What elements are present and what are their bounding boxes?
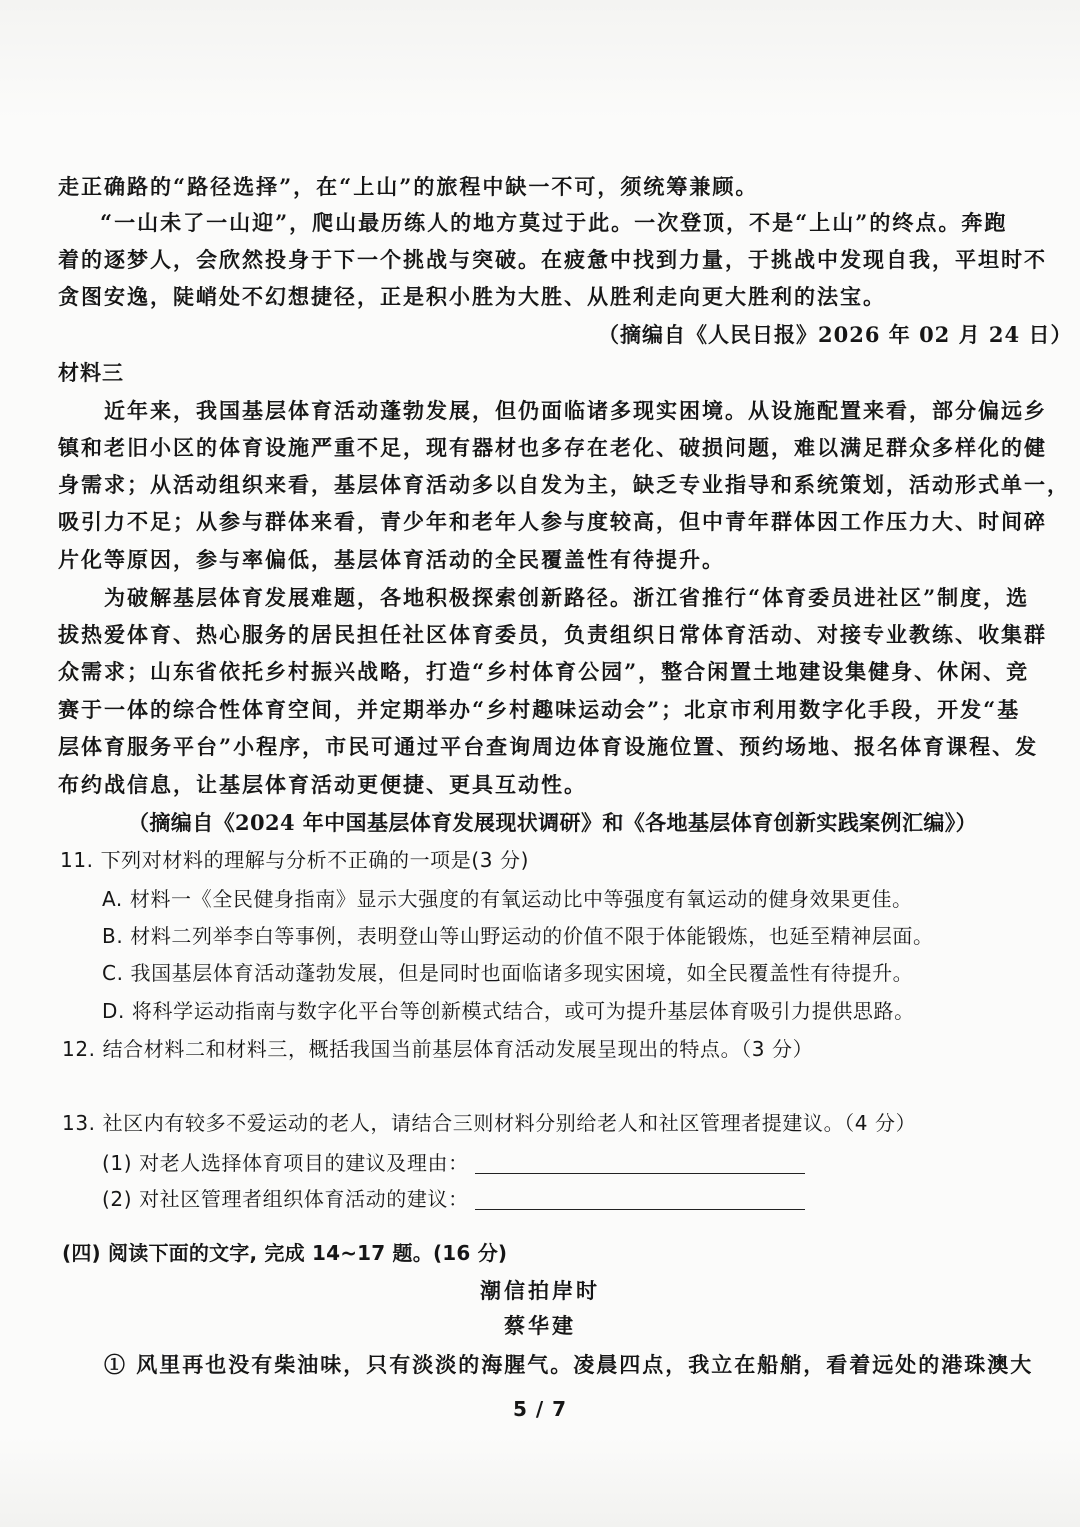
material3-line: 身需求；从活动组织来看，基层体育活动多以自发为主，缺乏专业指导和系统策划，活动形式单一， xyxy=(58,472,1070,497)
material2-line-3: 着的逐梦人，会欣然投身于下一个挑战与突破。在疲惫中找到力量，于挑战中发现自我，平坦时不 xyxy=(58,247,1047,272)
question-13-part-2-label: (2) 对社区管理者组织体育活动的建议： xyxy=(102,1187,469,1211)
question-13-part-1-label: (1) 对老人选择体育项目的建议及理由： xyxy=(102,1151,469,1175)
question-11-option-b: B. 材料二列举李白等事例，表明登山等山野运动的价值不限于体能锻炼，也延至精神层面。 xyxy=(102,924,934,948)
question-13-part-2 xyxy=(102,1184,805,1214)
article-title: 潮信拍岸时 xyxy=(480,1278,600,1303)
answer-blank-2[interactable] xyxy=(475,1209,805,1210)
article-author: 蔡华建 xyxy=(504,1313,576,1338)
question-11-option-c: C. 我国基层体育活动蓬勃发展，但是同时也面临诸多现实困境，如全民覆盖性有待提升。 xyxy=(102,961,914,985)
material2-line-2: “一山未了一山迎”，爬山最历练人的地方莫过于此。一次登顶，不是“上山”的终点。奔跑 xyxy=(100,210,1008,235)
question-13-stem: 13. 社区内有较多不爱运动的老人，请结合三则材料分别给老人和社区管理者提建议。（4 分） xyxy=(62,1111,917,1135)
scan-shadow-bottom xyxy=(0,1437,1080,1527)
material3-line: 近年来，我国基层体育活动蓬勃发展，但仍面临诸多现实困境。从设施配置来看，部分偏远乡 xyxy=(104,398,1047,423)
scan-shadow-top xyxy=(0,0,1080,120)
question-12-stem: 12. 结合材料二和材料三，概括我国当前基层体育活动发展呈现出的特点。（3 分） xyxy=(62,1037,814,1061)
question-11-option-a: A. 材料一《全民健身指南》显示大强度的有氧运动比中等强度有氧运动的健身效果更佳。 xyxy=(102,887,913,911)
material3-line: 赛于一体的综合性体育空间，并定期举办“乡村趣味运动会”；北京市利用数字化手段，开发“基 xyxy=(58,697,1021,722)
material3-line: 布约战信息，让基层体育活动更便捷、更具互动性。 xyxy=(58,772,587,797)
material3-line: 镇和老旧小区的体育设施严重不足，现有器材也多存在老化、破损问题，难以满足群众多样化的健 xyxy=(58,435,1047,460)
material2-line-4: 贪图安逸，陡峭处不幻想捷径，正是积小胜为大胜、从胜利走向更大胜利的法宝。 xyxy=(58,284,886,309)
material2-source: （摘编自《人民日报》2026 年 02 月 24 日） xyxy=(598,322,1073,347)
material2-line-1: 走正确路的“路径选择”，在“上山”的旅程中缺一不可，须统筹兼顾。 xyxy=(58,174,759,199)
material3-line: 拔热爱体育、热心服务的居民担任社区体育委员，负责组织日常体育活动、对接专业教练、收集群 xyxy=(58,622,1047,647)
answer-blank-1[interactable] xyxy=(475,1173,805,1174)
section-4-heading: (四) 阅读下面的文字, 完成 14~17 题。(16 分) xyxy=(62,1241,508,1265)
page-number: 5 / 7 xyxy=(512,1397,568,1421)
material3-line: 众需求；山东省依托乡村振兴战略，打造“乡村体育公园”，整合闲置土地建设集健身、休闲、竞 xyxy=(58,659,1030,684)
material3-line: 片化等原因，参与率偏低，基层体育活动的全民覆盖性有待提升。 xyxy=(58,547,725,572)
material3-line: 吸引力不足；从参与群体来看，青少年和老年人参与度较高，但中青年群体因工作压力大、时间碎 xyxy=(58,509,1047,534)
question-11-stem: 11. 下列对材料的理解与分析不正确的一项是(3 分) xyxy=(60,848,530,872)
material3-source: （摘编自《2024 年中国基层体育发展现状调研》和《各地基层体育创新实践案例汇编》） xyxy=(128,810,978,835)
question-11-option-d: D. 将科学运动指南与数字化平台等创新模式结合，或可为提升基层体育吸引力提供思路。 xyxy=(102,999,915,1023)
material3-line: 层体育服务平台”小程序，市民可通过平台查询周边体育设施位置、预约场地、报名体育课程、发 xyxy=(58,734,1039,759)
material3-heading: 材料三 xyxy=(58,360,124,385)
material3-line: 为破解基层体育发展难题，各地积极探索创新路径。浙江省推行“体育委员进社区”制度，选 xyxy=(104,585,1030,610)
article-paragraph-1: ① 风里再也没有柴油味，只有淡淡的海腥气。凌晨四点，我立在船艄，看着远处的港珠澳大 xyxy=(104,1352,1034,1377)
question-13-part-1 xyxy=(102,1148,805,1178)
